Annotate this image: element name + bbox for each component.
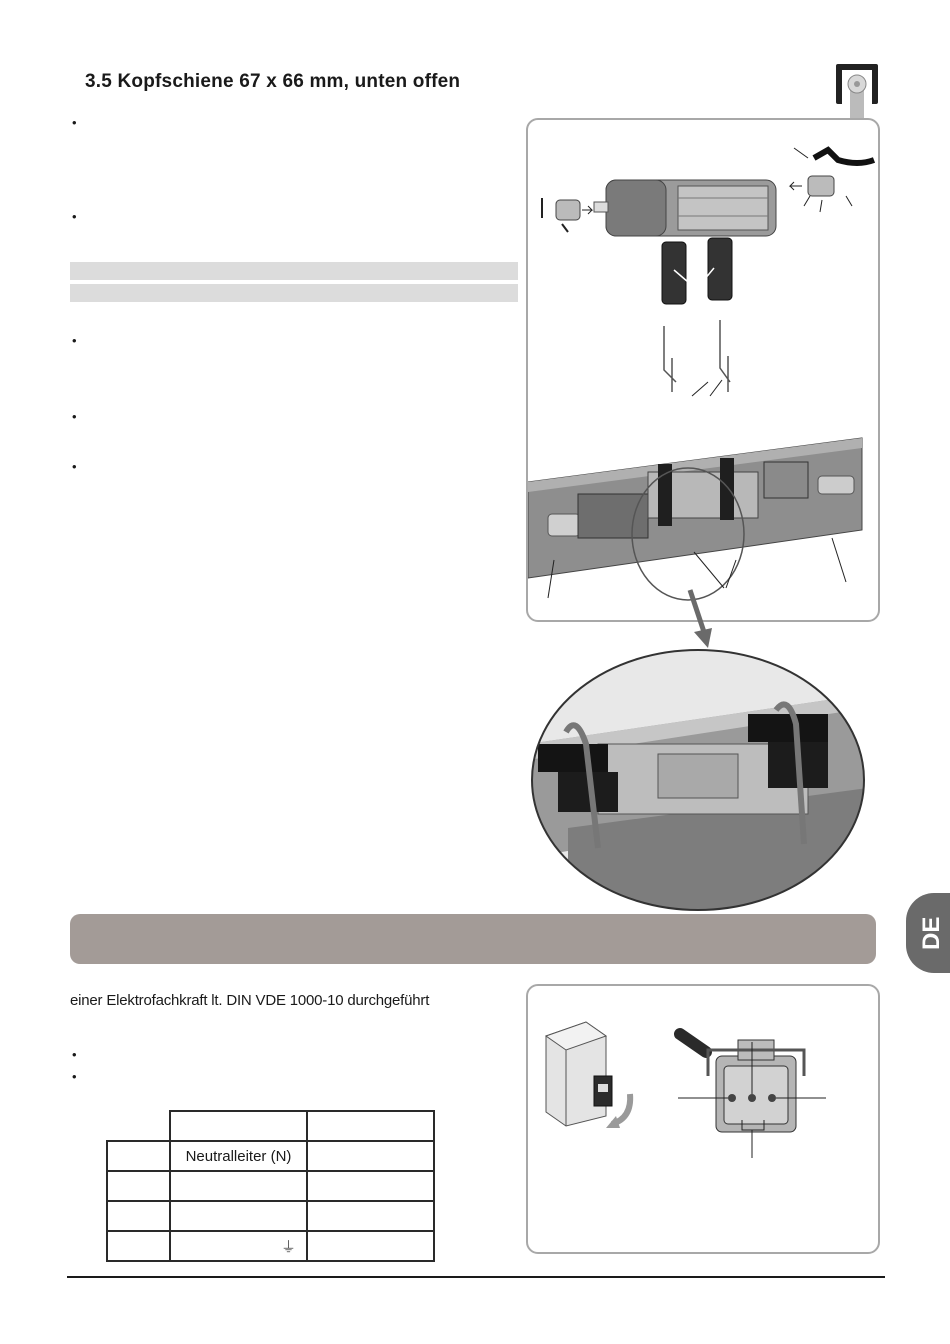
language-tab [906,893,950,973]
clip-detail-view [528,648,868,912]
table-cell [170,1201,307,1231]
bullet-marker: • [72,409,77,424]
section-banner [70,914,876,964]
table-cell [107,1111,170,1141]
bullet-marker: • [72,1069,77,1084]
table-row [107,1171,434,1201]
language-tab-label: DE [918,916,945,950]
table-row [107,1141,434,1171]
highlight-strip [70,284,518,302]
footer-divider [67,1276,885,1278]
electrical-figure-panel [526,984,880,1254]
table-cell [307,1171,434,1201]
mounting-figure-panel [526,118,880,622]
table-cell [307,1141,434,1171]
body-text: einer Elektrofachkraft lt. DIN VDE 1000-10 durchgeführt [70,992,430,1009]
table-row [107,1111,434,1141]
rail-profile-icon [834,62,880,118]
table-cell [107,1201,170,1231]
table-cell [170,1111,307,1141]
section-heading: 3.5 Kopfschiene 67 x 66 mm, unten offen [85,71,461,92]
table-cell: Neutralleiter (N) [170,1141,307,1171]
table-cell [107,1231,170,1261]
motor-assembly-illustration [528,120,878,620]
bullet-marker: • [72,209,77,224]
bullet-marker: • [72,1047,77,1062]
table-cell [107,1141,170,1171]
table-row [107,1201,434,1231]
wiring-table [106,1110,435,1262]
breaker-connector-illustration [528,986,878,1252]
table-cell [170,1171,307,1201]
detail-arrow-icon [682,588,722,650]
table-cell [307,1231,434,1261]
table-cell [307,1111,434,1141]
table-row [107,1231,434,1261]
ground-symbol-icon: ⏚ [170,1231,307,1261]
table-cell [307,1201,434,1231]
table-cell [107,1171,170,1201]
bullet-marker: • [72,333,77,348]
bullet-marker: • [72,459,77,474]
bullet-marker: • [72,115,77,130]
highlight-strip [70,262,518,280]
